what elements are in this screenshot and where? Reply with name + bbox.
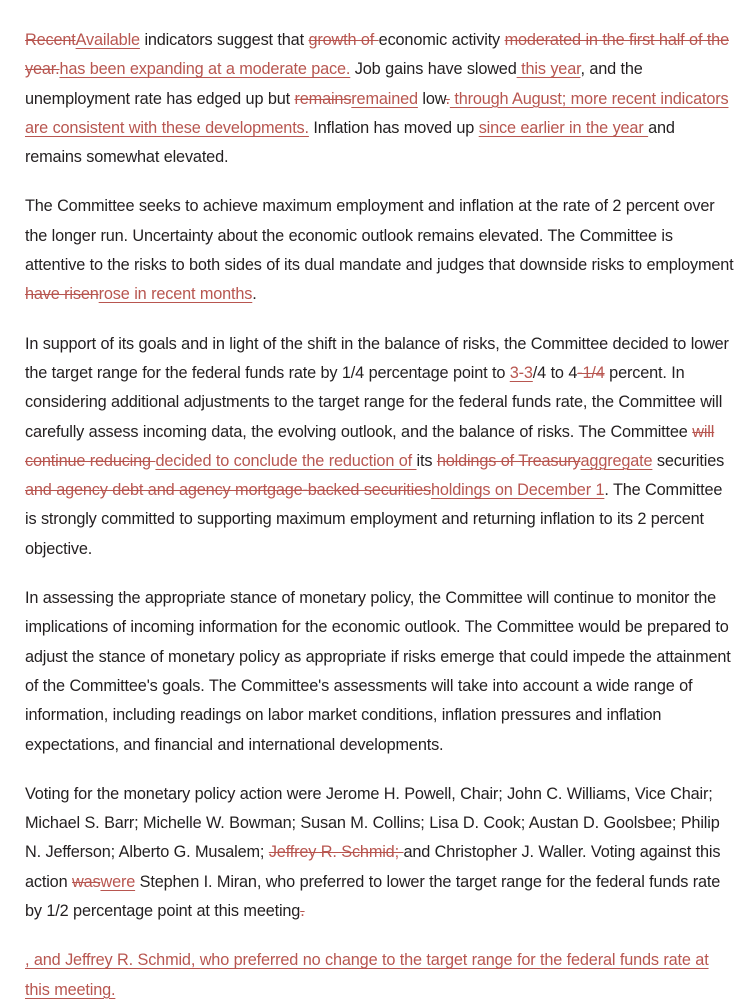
paragraph-p4 <box>25 584 735 760</box>
deleted-text: -1/4 <box>577 363 605 382</box>
deleted-text: growth of <box>308 31 379 49</box>
unchanged-text: In assessing the appropriate stance of monetary policy, the Committee will continue to monitor the implications of incoming information for the economic outlook. The Committee would be prepared to adjust the stance of monetary policy as appropriate if risks emerge that could impede the attainment of the Committee's goals. The Committee's assessments will take into account a wide range of information, including readings on labor market conditions, inflation pressures and inflation expectations, and financial and international developments. <box>25 589 731 754</box>
inserted-text: has been expanding at a moderate pace. <box>59 60 351 79</box>
inserted-text: holdings on December 1 <box>430 481 605 500</box>
deleted-text: will continue reducing <box>25 422 715 470</box>
deleted-text: was <box>72 872 101 891</box>
unchanged-text: economic activity <box>378 31 505 49</box>
unchanged-text: securities <box>652 451 725 470</box>
unchanged-text: . The Committee is strongly committed to supporting maximum employment and returning inflation to its 2 percent objective. <box>25 481 723 558</box>
inserted-text: Available <box>75 31 140 49</box>
inserted-text: since earlier in the year <box>478 118 649 137</box>
paragraph-p5 <box>25 780 735 926</box>
deleted-text: remains <box>294 89 352 108</box>
unchanged-text: Job gains have slowed <box>350 60 517 79</box>
unchanged-text: Inflation has moved up <box>308 118 479 137</box>
deleted-text: Recent <box>25 31 76 49</box>
unchanged-text: indicators suggest that <box>139 31 309 49</box>
paragraph-p2 <box>25 192 735 309</box>
inserted-text: decided to conclude the reduction of <box>155 451 417 470</box>
inserted-text: through August; more recent indicators are consistent with these developments. <box>25 89 729 137</box>
inserted-text: this year <box>516 60 581 79</box>
unchanged-text: Stephen I. Miran, who preferred to lower the target range for the federal funds rate by 1/2 percentage point at this meeting <box>25 872 721 921</box>
deleted-text: and agency debt and agency mortgage-backed securities <box>25 481 431 500</box>
deleted-text: moderated in the first half of the year. <box>25 31 729 79</box>
deleted-text: Jeffrey R. Schmid; <box>268 843 404 862</box>
unchanged-text: and remains somewhat elevated. <box>25 118 675 167</box>
deleted-text: have risen <box>25 285 99 304</box>
inserted-text: remained <box>351 89 418 108</box>
inserted-text: , and Jeffrey R. Schmid, who preferred no change to the target range for the federal funds rate at this meeting. <box>25 951 709 999</box>
inserted-text: rose in recent months <box>98 285 253 304</box>
inserted-text: 3-3 <box>509 363 533 382</box>
paragraph-p3 <box>25 330 735 564</box>
unchanged-text: percent. In considering additional adjustments to the target range for the federal funds rate, the Committee will carefully assess incoming data, the evolving outlook, and the balance of risks. The Committee <box>25 363 723 441</box>
deleted-text: holdings of Treasury <box>436 451 581 470</box>
deleted-text: . <box>300 902 305 921</box>
document-body <box>25 26 735 1005</box>
paragraph-p6 <box>25 946 735 1005</box>
inserted-text: aggregate <box>580 451 653 470</box>
unchanged-text: its <box>416 451 437 470</box>
unchanged-text: In support of its goals and in light of the shift in the balance of risks, the Committee decided to lower the target range for the federal funds rate by 1/4 percentage point to <box>25 334 729 382</box>
unchanged-text: , and the unemployment rate has edged up but <box>25 60 643 108</box>
unchanged-text: . <box>252 285 257 304</box>
deleted-text: . <box>445 89 450 108</box>
unchanged-text: and Christopher J. Waller. Voting against this action <box>25 843 721 891</box>
unchanged-text: /4 to 4 <box>532 363 578 382</box>
paragraph-p1 <box>25 26 735 172</box>
unchanged-text: The Committee seeks to achieve maximum employment and inflation at the rate of 2 percent over the longer run. Uncertainty about the economic outlook remains elevated. The Committee is attentive to the risks to both sides of its dual mandate and judges that downside risks to employment <box>25 197 734 275</box>
unchanged-text: low <box>417 89 446 108</box>
inserted-text: were <box>100 872 136 891</box>
unchanged-text: Voting for the monetary policy action were Jerome H. Powell, Chair; John C. Williams, Vice Chair; Michael S. Barr; Michelle W. Bowman; Susan M. Collins; Lisa D. Cook; Austan D. Goolsbee; Philip N. Jefferson; Alberto G. Musalem; <box>25 784 720 862</box>
